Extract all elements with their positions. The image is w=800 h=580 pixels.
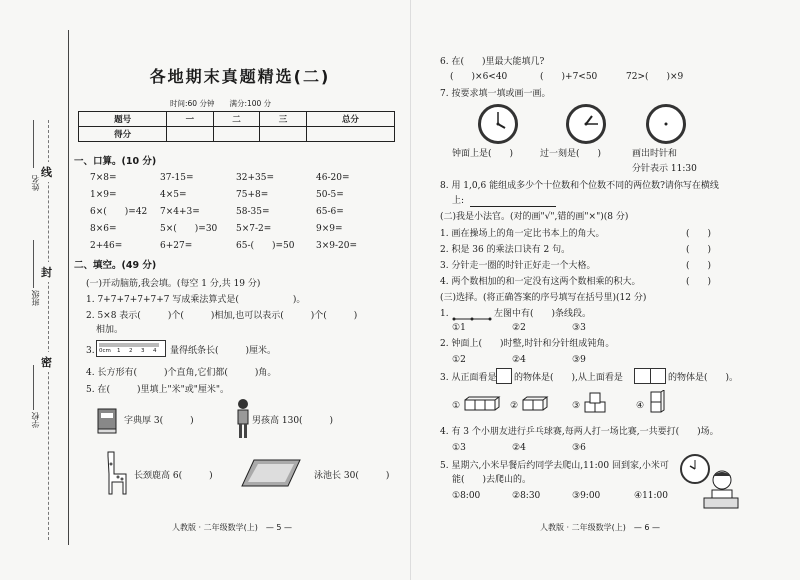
- page-footer: 人教版 · 二年级数学(上) — 6 —: [540, 523, 661, 532]
- mental-math-item[interactable]: 8×6=: [90, 224, 117, 234]
- mental-math-item[interactable]: 4×5=: [160, 190, 187, 200]
- boy-image: [235, 398, 251, 440]
- cube-stack-1: [464, 396, 502, 412]
- option[interactable]: ③6: [572, 443, 586, 453]
- option[interactable]: ①: [452, 401, 461, 411]
- question-text: 能( )去爬山的。: [452, 475, 532, 485]
- option[interactable]: ②4: [512, 355, 526, 365]
- girl-image: [700, 468, 740, 510]
- section-heading: 一、口算。(10 分): [74, 156, 157, 167]
- option[interactable]: ③3: [572, 323, 586, 333]
- binding-char-secret: 密: [41, 352, 52, 372]
- option[interactable]: ②: [510, 401, 519, 411]
- question-text: 4. 有 3 个小朋友进行乒乓球赛,每两人打一场比赛,一共要打( )场。: [440, 427, 719, 437]
- binding-char-seal: 封: [41, 262, 52, 282]
- question-text: 画出时针和: [632, 149, 678, 159]
- binding-strip: [0, 0, 72, 580]
- option[interactable]: ①8:00: [452, 491, 481, 501]
- mental-math-item[interactable]: 2+46=: [90, 241, 123, 251]
- question-text: 5. 星期六,小米早餐后约同学去爬山,11:00 回到家,小米可: [440, 461, 669, 471]
- judge-answer[interactable]: ( ): [686, 261, 712, 271]
- question-text: 长颈鹿高 6( ): [134, 471, 213, 481]
- school-label: 学校: [31, 412, 40, 428]
- question-text: 泳池长 30( ): [314, 471, 390, 481]
- option[interactable]: ②2: [512, 323, 526, 333]
- score-cell[interactable]: [213, 127, 260, 142]
- score-cell[interactable]: [260, 127, 307, 142]
- subsection-heading: (三)选择。(将正确答案的序号填写在括号里)(12 分): [440, 293, 647, 303]
- time-score-info: 时间:60 分钟 满分:100 分: [170, 99, 272, 108]
- page-footer: 人教版 · 二年级数学(上) — 5 —: [172, 523, 293, 532]
- option[interactable]: ①3: [452, 443, 466, 453]
- question-text: ( )×6<40: [450, 72, 508, 82]
- cube-stack-4: [650, 390, 666, 414]
- mental-math-item[interactable]: 3×9-20=: [316, 241, 358, 251]
- giraffe-image: [100, 448, 130, 496]
- mental-math-item[interactable]: 5×7-2=: [236, 224, 272, 234]
- question-text: 上:: [452, 196, 465, 206]
- ruler-figure: [96, 340, 166, 357]
- score-cell[interactable]: [167, 127, 214, 142]
- judge-answer[interactable]: ( ): [686, 229, 712, 239]
- judge-item: 4. 两个数相加的和一定没有这两个数相乘的积大。: [440, 277, 641, 287]
- section-heading: 二、填空。(49 分): [74, 260, 157, 271]
- judge-answer[interactable]: ( ): [686, 245, 712, 255]
- question-text: 5. 在( )里填上"米"或"厘米"。: [86, 385, 230, 395]
- pool-image: [240, 458, 302, 488]
- judge-item: 3. 分针走一圈的时针正好走一个大格。: [440, 261, 596, 271]
- score-table-header: 三: [260, 112, 307, 127]
- mental-math-item[interactable]: 58-35=: [236, 207, 270, 217]
- ruler-tick: 0cm: [99, 348, 111, 354]
- question-text: 2. 5×8 表示( )个( )相加,也可以表示( )个( ): [86, 311, 358, 321]
- cube-stack-3: [584, 392, 608, 414]
- option[interactable]: ③: [572, 401, 581, 411]
- question-text: 3.: [86, 346, 95, 356]
- score-table-header: 二: [213, 112, 260, 127]
- mental-math-item[interactable]: 65-( )=50: [236, 241, 295, 251]
- score-table-header: 总分: [306, 112, 394, 127]
- ruler-tick: 1: [117, 348, 121, 354]
- score-table-header: 一: [167, 112, 214, 127]
- front-view-figure: [496, 368, 512, 384]
- question-text: 分针表示 11:30: [632, 164, 697, 174]
- judge-item: 2. 积是 36 的乘法口诀有 2 句。: [440, 245, 571, 255]
- question-text: 3. 从正面看是: [440, 373, 497, 383]
- class-blank[interactable]: [33, 240, 34, 288]
- mental-math-item[interactable]: 1×9=: [90, 190, 117, 200]
- mental-math-item[interactable]: 37-15=: [160, 173, 194, 183]
- question-text: 4. 长方形有( )个直角,它们都( )角。: [86, 368, 277, 378]
- name-blank[interactable]: [33, 120, 34, 168]
- mental-math-item[interactable]: 6+27=: [160, 241, 193, 251]
- option[interactable]: ③9: [572, 355, 586, 365]
- mental-math-item[interactable]: 5×( )=30: [160, 224, 218, 234]
- question-text: 的物体是( ),从上面看是: [514, 373, 623, 383]
- question-text: 左图中有( )条线段。: [494, 309, 592, 319]
- question-text: 1.: [440, 309, 449, 319]
- cube-stack-2: [522, 396, 550, 412]
- question-text: 6. 在( )里最大能填几?: [440, 57, 545, 67]
- mental-math-item[interactable]: 7×8=: [90, 173, 117, 183]
- question-text: 相加。: [96, 325, 124, 335]
- question-text: 72>( )×9: [626, 72, 684, 82]
- subsection-heading: (一)开动脑筋,我会填。(每空 1 分,共 19 分): [86, 279, 261, 289]
- mental-math-item[interactable]: 46-20=: [316, 173, 350, 183]
- paper-strip: [99, 343, 159, 347]
- subsection-heading: (二)我是小法官。(对的画"√",错的画"×")(8 分): [440, 212, 629, 222]
- class-label: 班级: [31, 290, 40, 306]
- ruler-tick: 3: [141, 348, 145, 354]
- score-row-label: 得分: [79, 127, 167, 142]
- mental-math-item[interactable]: 32+35=: [236, 173, 274, 183]
- mental-math-item[interactable]: 9×9=: [316, 224, 343, 234]
- clock-face-a: [478, 104, 518, 144]
- question-text: 过一刻是( ): [540, 149, 602, 159]
- page-divider: [410, 0, 411, 580]
- binding-char-line: 线: [41, 162, 52, 182]
- option[interactable]: ④: [636, 401, 645, 411]
- ruler-tick: 4: [153, 348, 157, 354]
- mental-math-item[interactable]: 75+8=: [236, 190, 269, 200]
- mental-math-item[interactable]: 7×4+3=: [160, 207, 200, 217]
- question-text: ( )+7<50: [540, 72, 598, 82]
- question-text: 的物体是( )。: [668, 373, 739, 383]
- option[interactable]: ④11:00: [634, 491, 669, 501]
- option[interactable]: ①1: [452, 323, 466, 333]
- school-blank[interactable]: [33, 365, 34, 410]
- option[interactable]: ③9:00: [572, 491, 601, 501]
- question-text: 字典厚 3( ): [124, 416, 194, 426]
- option[interactable]: ②4: [512, 443, 526, 453]
- option[interactable]: ①2: [452, 355, 466, 365]
- cut-line: [48, 120, 49, 540]
- question-text: 2. 钟面上( )时整,时针和分针组成钝角。: [440, 339, 615, 349]
- question-text: 7. 按要求填一填或画一画。: [440, 89, 551, 99]
- question-text: 8. 用 1,0,6 能组成多少个十位数和个位数不同的两位数?请你写在横线: [440, 181, 719, 191]
- dictionary-image: [96, 405, 120, 435]
- mental-math-item[interactable]: 50-5=: [316, 190, 344, 200]
- page-title: 各地期末真题精选(二): [149, 67, 331, 86]
- top-view-figure: [634, 368, 666, 384]
- question-text: 男孩高 130( ): [252, 416, 334, 426]
- judge-item: 1. 画在操场上的角一定比书本上的角大。: [440, 229, 605, 239]
- score-table: [78, 111, 395, 142]
- binding-line: [68, 30, 69, 545]
- score-table-header: 题号: [79, 112, 167, 127]
- clock-face-b: [566, 104, 606, 144]
- judge-answer[interactable]: ( ): [686, 277, 712, 287]
- mental-math-item[interactable]: 65-6=: [316, 207, 344, 217]
- question-text: 1. 7+7+7+7+7+7 写成乘法算式是( )。: [86, 295, 306, 305]
- ruler-tick: 2: [129, 348, 133, 354]
- clock-face-blank[interactable]: [646, 104, 686, 144]
- name-label: 姓名: [31, 175, 40, 191]
- question-text: 钟面上是( ): [452, 149, 514, 159]
- score-cell[interactable]: [306, 127, 394, 142]
- answer-line[interactable]: [470, 206, 556, 207]
- question-text: 量得纸条长( )厘米。: [170, 346, 277, 356]
- line-segment-figure: [452, 309, 492, 319]
- option[interactable]: ②8:30: [512, 491, 541, 501]
- mental-math-item[interactable]: 6×( )=42: [90, 207, 148, 217]
